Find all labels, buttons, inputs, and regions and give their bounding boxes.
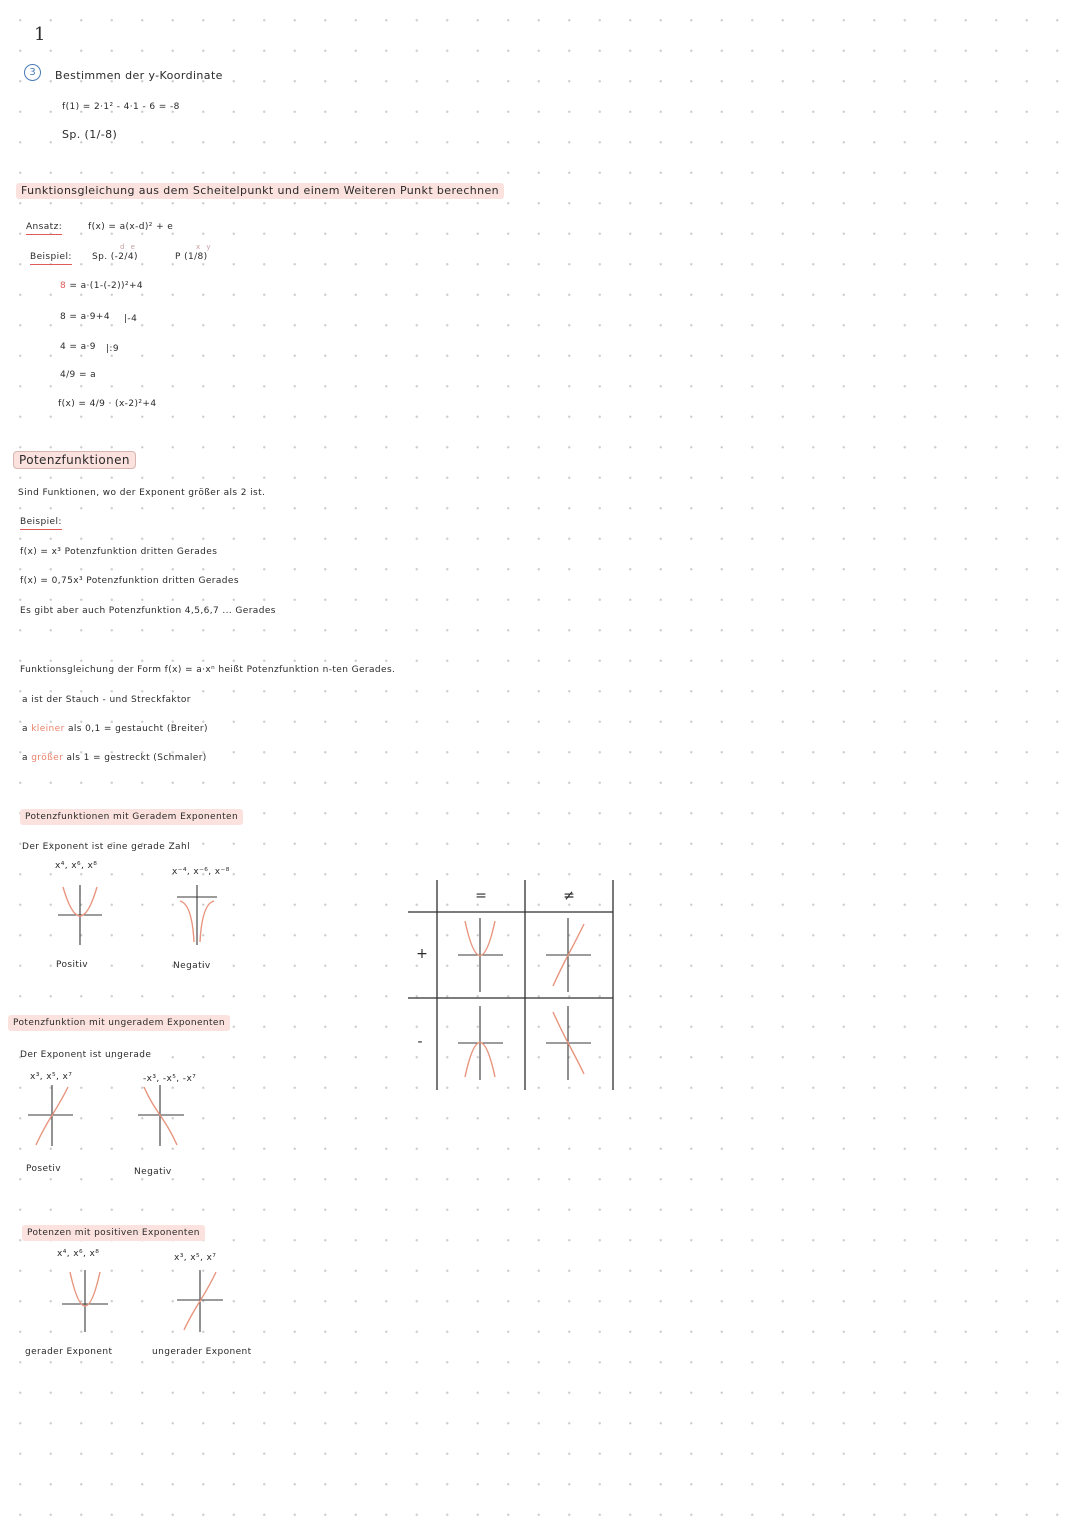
graph-curve <box>180 901 194 942</box>
ungerade-negative-label: Negativ <box>134 1167 172 1177</box>
sp-annotation: d e <box>120 243 137 251</box>
y-coordinate-calc: f(1) = 2·1² - 4·1 - 6 = -8 <box>62 102 180 112</box>
gerade-negative-powers: x⁻⁴, x⁻⁶, x⁻⁸ <box>172 867 230 877</box>
gerade-description: Der Exponent ist eine gerade Zahl <box>22 842 190 852</box>
section-title-positive: Potenzen mit positiven Exponenten <box>22 1225 205 1241</box>
section-title-y-coordinate: Bestimmen der y-Koordinate <box>55 69 223 82</box>
calc-step-1 <box>60 279 143 293</box>
potenz-form: Funktionsgleichung der Form f(x) = a·xⁿ heißt Potenzfunktion n-ten Gerades. <box>20 665 396 675</box>
graph-even-exponent <box>62 1270 108 1332</box>
ansatz-label: Ansatz: <box>26 220 62 235</box>
ansatz-formula: f(x) = a(x-d)² + e <box>88 222 174 232</box>
word-kleiner: kleiner <box>31 724 65 734</box>
table-graph-odd-negative <box>546 1006 591 1080</box>
potenz-example-1: f(x) = x³ Potenzfunktion dritten Gerades <box>20 547 218 557</box>
section-title-potenzfunktionen: Potenzfunktionen <box>13 451 136 469</box>
table-row-plus: + <box>416 946 428 962</box>
positive-even-powers: x⁴, x⁶, x⁸ <box>57 1249 100 1259</box>
graph-curve <box>63 887 97 916</box>
page-number: 1 <box>34 24 46 45</box>
p-annotation: x y <box>196 243 213 251</box>
var-a: a <box>22 753 28 763</box>
graph-even-positive <box>58 885 102 945</box>
word-groesser: größer <box>31 753 64 763</box>
beispiel-label: Beispiel: <box>30 250 72 265</box>
table-graph-odd-positive <box>546 918 591 992</box>
potenz-groesser <box>22 751 207 765</box>
potenz-example-2: f(x) = 0,75x³ Potenzfunktion dritten Gerades <box>20 576 239 586</box>
comparison-table-grid <box>408 880 613 1090</box>
section-title-scheitelpunkt: Funktionsgleichung aus dem Scheitelpunkt und einem Weiteren Punkt berechnen <box>16 183 504 199</box>
section-title-gerade: Potenzfunktionen mit Geradem Exponenten <box>20 809 243 825</box>
graph-odd-negative <box>138 1085 184 1146</box>
gerade-negative-label: Negativ <box>173 961 211 971</box>
kleiner-rest: als 0,1 = gestaucht (Breiter) <box>67 724 208 734</box>
table-graph-even-positive <box>458 918 503 992</box>
graph-odd-exponent <box>177 1270 223 1332</box>
calc-step-4: 4/9 = a <box>60 370 97 380</box>
groesser-rest: als 1 = gestreckt (Schmaler) <box>66 753 207 763</box>
calc-step-1-lead: 8 <box>60 281 67 291</box>
potenz-beispiel-label: Beispiel: <box>20 515 62 530</box>
positive-odd-label: ungerader Exponent <box>152 1347 252 1357</box>
calc-result: f(x) = 4/9 · (x-2)²+4 <box>58 399 157 409</box>
potenz-definition: Sind Funktionen, wo der Exponent größer als 2 ist. <box>18 488 266 498</box>
graph-odd-positive <box>28 1085 73 1146</box>
section-title-ungerade: Potenzfunktion mit ungeradem Exponenten <box>8 1015 230 1031</box>
gerade-positive-label: Positiv <box>56 960 88 970</box>
graph-curve <box>200 901 214 942</box>
positive-even-label: gerader Exponent <box>25 1347 113 1357</box>
calc-step-2-op: |-4 <box>124 314 138 324</box>
table-header-not-equal: ≠ <box>563 888 575 904</box>
calc-step-1-rest: = a·(1-(-2))²+4 <box>66 281 144 291</box>
potenz-faktor: a ist der Stauch - und Streckfaktor <box>22 695 191 705</box>
scheitelpunkt-value: Sp. (-2/4) <box>92 252 138 262</box>
calc-step-3-op: |:9 <box>106 344 119 354</box>
ungerade-positive-label: Posetiv <box>26 1164 61 1174</box>
table-row-minus: - <box>417 1034 423 1050</box>
punkt-value: P (1/8) <box>175 252 208 262</box>
step-badge: 3 <box>24 64 41 81</box>
ungerade-description: Der Exponent ist ungerade <box>20 1050 152 1060</box>
gerade-positive-powers: x⁴, x⁶, x⁸ <box>55 861 98 871</box>
potenz-kleiner <box>22 722 208 736</box>
potenz-example-3: Es gibt aber auch Potenzfunktion 4,5,6,7 ... Gerades <box>20 606 276 616</box>
graph-even-negative <box>177 885 217 945</box>
positive-odd-powers: x³, x⁵, x⁷ <box>174 1253 217 1263</box>
calc-step-2: 8 = a·9+4 <box>60 312 110 322</box>
ungerade-negative-powers: -x³, -x⁵, -x⁷ <box>143 1074 197 1084</box>
calc-step-3: 4 = a·9 <box>60 342 96 352</box>
table-header-equal: = <box>475 888 487 904</box>
ungerade-positive-powers: x³, x⁵, x⁷ <box>30 1072 73 1082</box>
y-coordinate-result: Sp. (1/-8) <box>62 128 118 141</box>
var-a: a <box>22 724 28 734</box>
table-graph-even-negative <box>458 1006 503 1080</box>
